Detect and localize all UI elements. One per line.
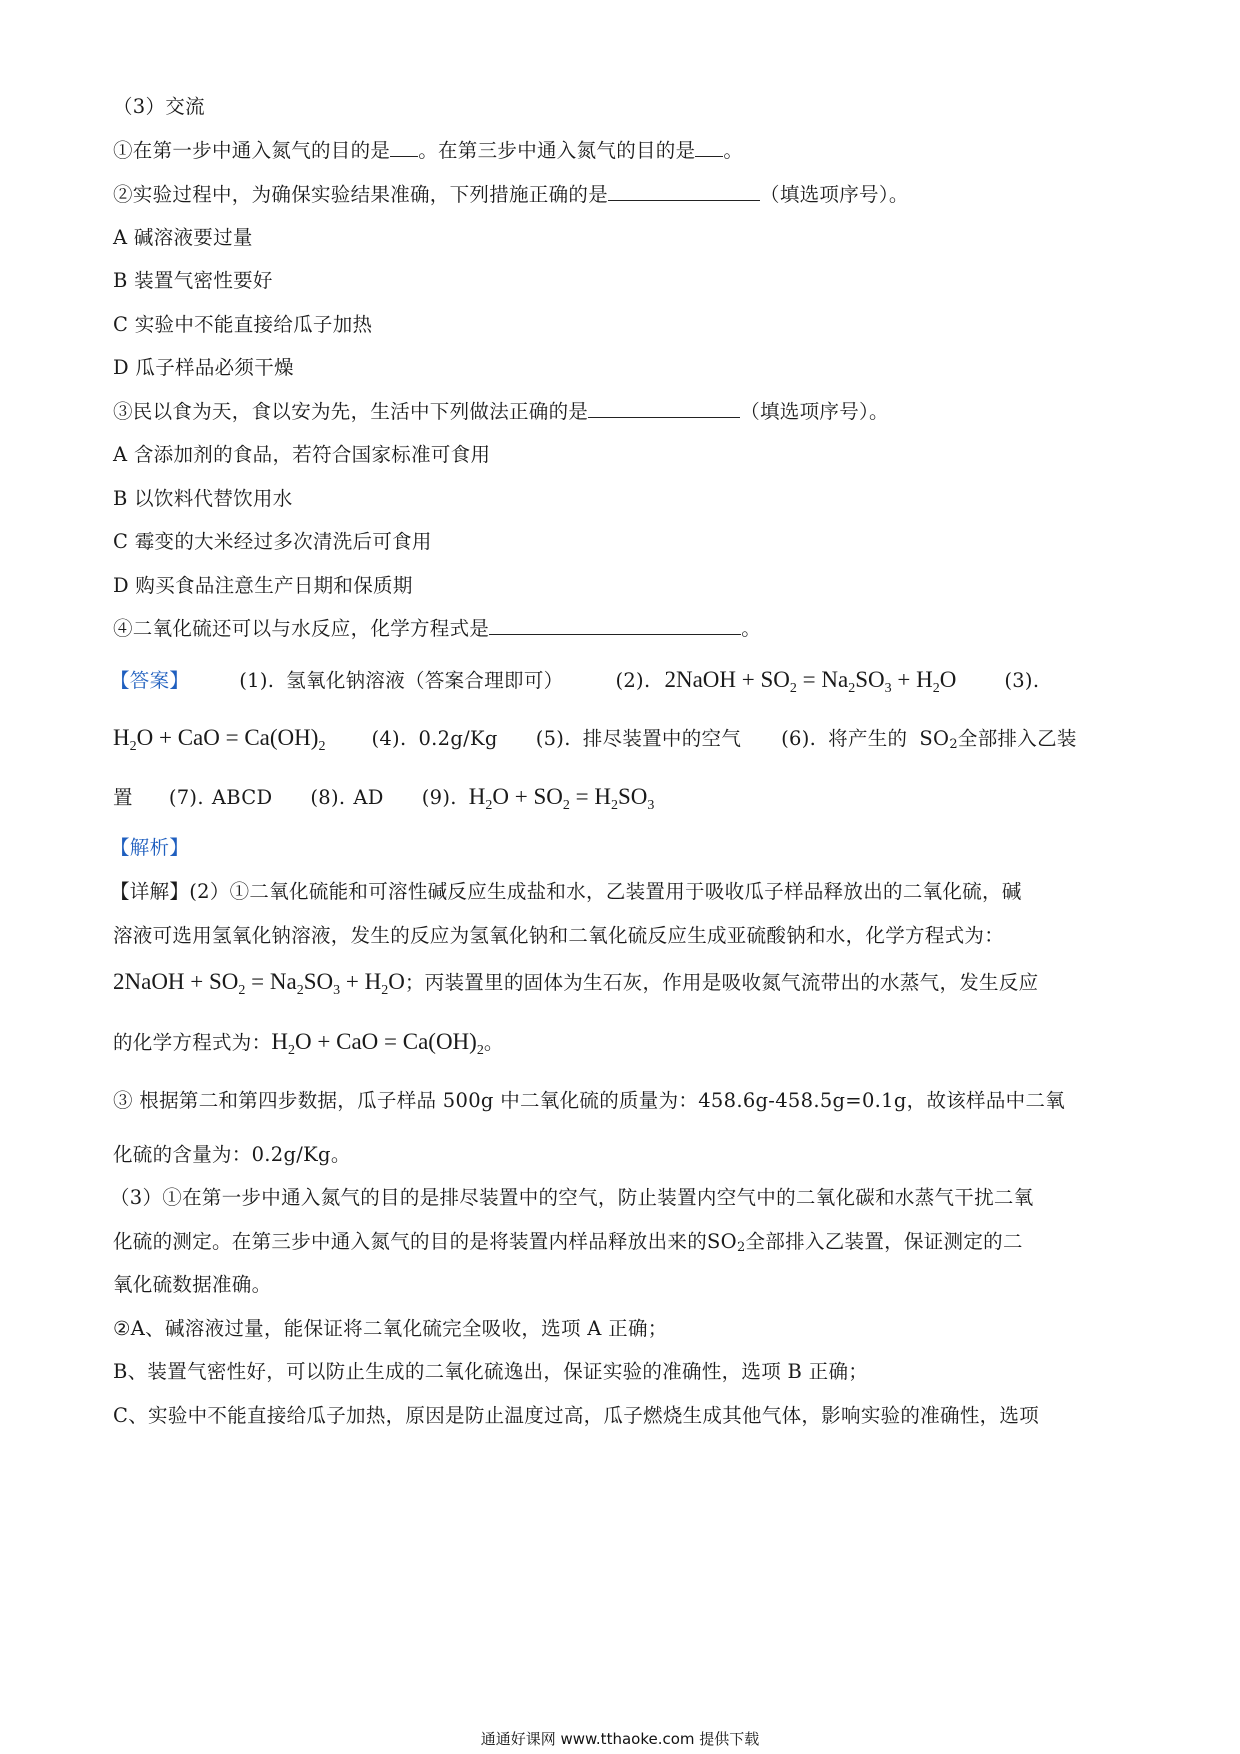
analysis-p2-line2: 化硫的含量为：0.2g/Kg。 (113, 1143, 351, 1166)
equation-h2o-so2: $H_2O + SO_2 = H_2SO_3$ (468, 784, 655, 813)
option-line: B 以饮料代替饮用水 (113, 487, 293, 510)
analysis-p1-line2: 溶液可选用氢氧化钠溶液，发生的反应为氢氧化钠和二氧化硫反应生成亚硫酸钠和水，化学方程式为： (113, 924, 1005, 947)
answer-line-3: 置 (7). ABCD (8). AD (9). $H_2O + SO_2 = H_2SO_3$ (113, 784, 655, 813)
option-line: B 装置气密性要好 (113, 269, 273, 292)
analysis-tag: 【解析】 (110, 836, 190, 859)
answer-line-2: $H_2O$ + CaO = $Ca(OH)_2$ (4). 0.2g/Kg (5). 排尽装置中的空气 (6). 将产生的 SO2全部排入乙装 (113, 725, 1077, 754)
answer-blank (695, 137, 723, 157)
footer-watermark: 通通好课网 www.tthaoke.com 提供下载 (480, 1730, 760, 1748)
option-line: A 含添加剂的食品，若符合国家标准可食用 (113, 443, 491, 466)
analysis-p2-line1: ③ 根据第二和第四步数据，瓜子样品 500g 中二氧化硫的质量为：458.6g-458.5g=0.1g，故该样品中二氧 (113, 1089, 1066, 1112)
option-line: C 实验中不能直接给瓜子加热 (113, 313, 373, 336)
option-line: D 购买食品注意生产日期和保质期 (113, 574, 413, 597)
option-line: C 霉变的大米经过多次清洗后可食用 (113, 530, 432, 553)
question-2: ②实验过程中，为确保实验结果准确，下列措施正确的是 （填选项序号）。 (113, 183, 909, 206)
equation-naoh-so2: 2NaOH + $SO_2 = Na_2SO_3 + H_2O$ (113, 969, 405, 998)
option-line: D 瓜子样品必须干燥 (113, 356, 294, 379)
analysis-p3-line2: 化硫的测定。在第三步中通入氮气的目的是将装置内样品释放出来的SO2全部排入乙装置，保证测定的二 (113, 1230, 1023, 1255)
question-3: ③民以食为天，食以安为先，生活中下列做法正确的是 （填选项序号）。 (113, 400, 889, 423)
answer-blank (608, 181, 760, 201)
question-1: ①在第一步中通入氮气的目的是 。在第三步中通入氮气的目的是 。 (113, 139, 744, 162)
calculation: 458.6g-458.5g=0.1g (698, 1089, 907, 1112)
answer-line-1: 【答案】 (1). 氢氧化钠溶液（答案合理即可） (2). 2NaOH + $SO_2 = Na_2SO_3 + H_2O$ (3). (110, 667, 1040, 696)
answer-blank (489, 615, 741, 635)
equation-h2o-cao: $H_2O$ + CaO = $Ca(OH)_2$ (113, 725, 326, 754)
analysis-p1-line4: 的化学方程式为：$H_2O$ + CaO = $Ca(OH)_2$。 (113, 1029, 504, 1058)
analysis-p4: ②A、碱溶液过量，能保证将二氧化硫完全吸收，选项 A 正确； (113, 1317, 668, 1340)
equation-h2o-cao: $H_2O$ + CaO = $Ca(OH)_2$ (271, 1029, 484, 1058)
option-line: A 碱溶液要过量 (113, 226, 253, 249)
analysis-p1-line1: 【详解】(2）①二氧化硫能和可溶性碱反应生成盐和水，乙装置用于吸收瓜子样品释放出的二氧化硫，碱 (110, 880, 1022, 903)
answer-blank (390, 137, 418, 157)
analysis-p3-line1: （3）①在第一步中通入氮气的目的是排尽装置中的空气，防止装置内空气中的二氧化碳和水蒸气干扰二氧 (110, 1186, 1034, 1209)
answer-blank (588, 398, 740, 418)
analysis-p1-line3: 2NaOH + $SO_2 = Na_2SO_3 + H_2O$；丙装置里的固体为生石灰，作用是吸收氮气流带出的水蒸气，发生反应 (113, 969, 1039, 998)
answer-tag: 【答案】 (110, 669, 190, 692)
section-heading: （3）交流 (113, 95, 205, 118)
analysis-p3-line3: 氧化硫数据准确。 (113, 1273, 272, 1296)
analysis-p6: C、实验中不能直接给瓜子加热，原因是防止温度过高，瓜子燃烧生成其他气体，影响实验的准确性，选项 (113, 1404, 1040, 1427)
equation-naoh-so2: 2NaOH + $SO_2 = Na_2SO_3 + H_2O$ (664, 667, 957, 696)
analysis-p5: B、装置气密性好，可以防止生成的二氧化硫逸出，保证实验的准确性，选项 B 正确； (113, 1360, 869, 1383)
question-4: ④二氧化硫还可以与水反应，化学方程式是 。 (113, 617, 762, 640)
